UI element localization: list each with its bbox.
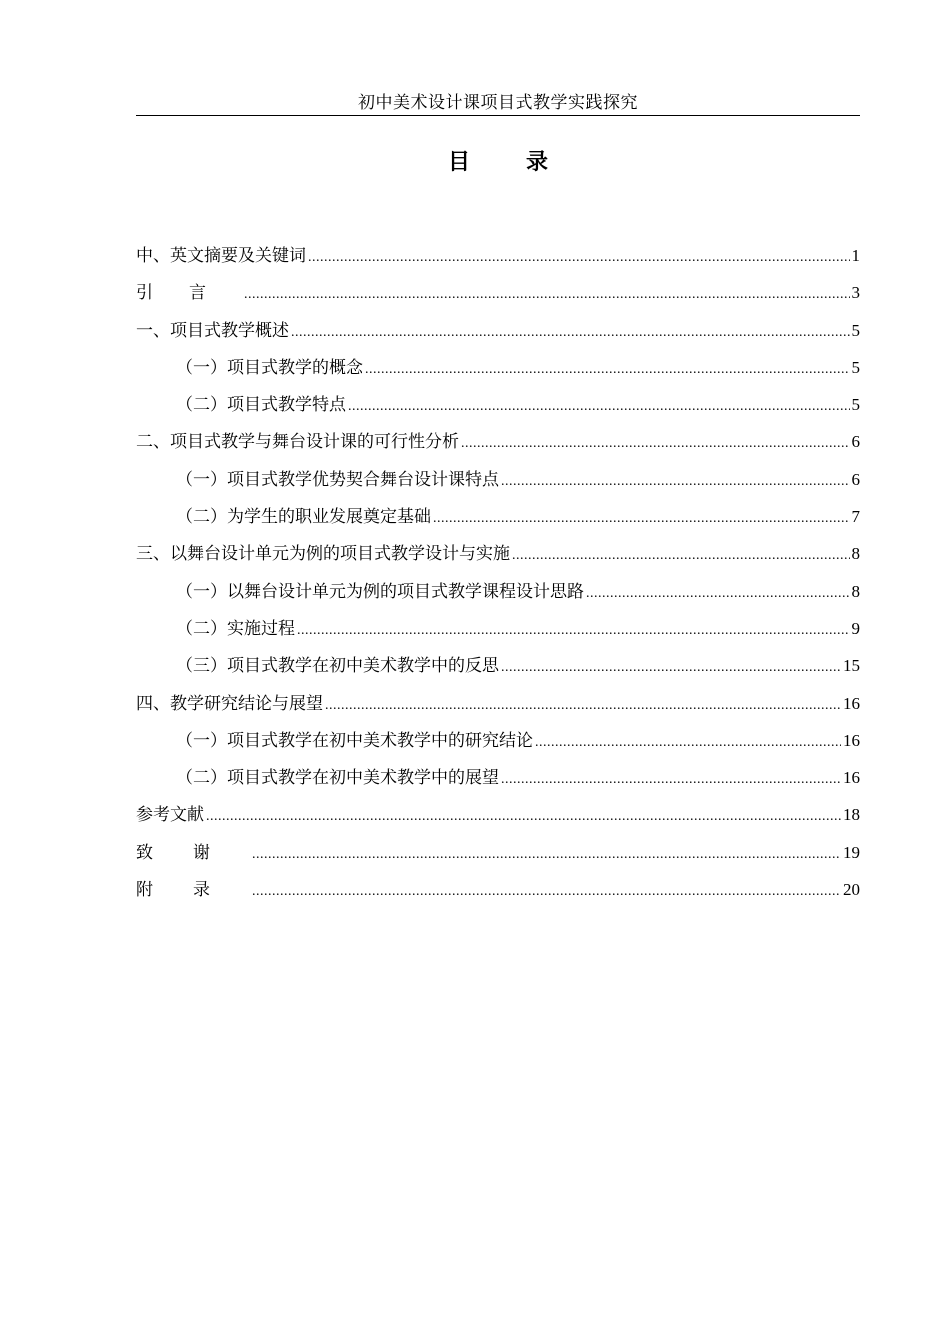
toc-dot-leader [252, 879, 841, 905]
toc-entry-label: （二）项目式教学特点 [176, 395, 346, 416]
toc-page-number: 3 [851, 283, 860, 303]
toc-entry[interactable] [136, 691, 860, 728]
toc-entry[interactable] [136, 355, 860, 392]
toc-dot-leader [297, 618, 850, 644]
toc-page-number: 18 [843, 805, 860, 825]
toc-entry[interactable] [136, 616, 860, 653]
toc-entry-label: （二）项目式教学在初中美术教学中的展望 [176, 768, 499, 789]
toc-entry[interactable] [136, 579, 860, 616]
toc-entry-label: （二）实施过程 [176, 618, 295, 639]
toc-dot-leader [365, 357, 850, 383]
toc-dot-leader [291, 320, 850, 346]
toc-entry[interactable] [136, 243, 860, 280]
toc-entry[interactable] [136, 467, 860, 504]
toc-title-char-2: 录 [526, 150, 549, 175]
toc-entry-label: 中、英文摘要及关键词 [136, 246, 306, 266]
toc-entry-label: 致谢 [136, 842, 250, 863]
toc-entry-label: （一）以舞台设计单元为例的项目式教学课程设计思路 [176, 581, 584, 602]
toc-dot-leader [308, 245, 850, 271]
toc-page-number: 8 [851, 544, 860, 564]
toc-page-number: 19 [843, 842, 860, 862]
toc-entry-label: 参考文献 [136, 805, 204, 826]
toc-entry[interactable] [136, 765, 860, 802]
toc-dot-leader [433, 506, 850, 532]
toc-dot-leader [501, 767, 841, 793]
toc-entry[interactable] [136, 728, 860, 765]
toc-entry-label: 四、教学研究结论与展望 [136, 693, 323, 714]
toc-dot-leader [461, 431, 850, 457]
toc-entry-label: 一、项目式教学概述 [136, 320, 289, 341]
toc-entry[interactable] [136, 840, 860, 877]
toc-dot-leader [206, 804, 841, 830]
toc-entry[interactable] [136, 392, 860, 429]
toc-page-number: 6 [851, 432, 860, 452]
toc-dot-leader [586, 581, 850, 607]
toc-entry[interactable] [136, 318, 860, 355]
toc-page-number: 16 [843, 730, 860, 750]
toc-page-number: 5 [851, 395, 860, 415]
toc-entry-label: 引言 [136, 283, 242, 304]
header-rule [136, 115, 860, 116]
toc-title [136, 148, 860, 178]
toc-page-number: 9 [851, 618, 860, 638]
toc-dot-leader [348, 394, 850, 420]
toc-entry[interactable] [136, 429, 860, 466]
toc-entry[interactable] [136, 541, 860, 578]
table-of-contents [136, 243, 860, 914]
toc-entry-label: （一）项目式教学在初中美术教学中的研究结论 [176, 730, 533, 751]
toc-entry-label: （一）项目式教学优势契合舞台设计课特点 [176, 469, 499, 490]
toc-page-number: 7 [851, 507, 860, 527]
toc-page-number: 16 [843, 768, 860, 788]
toc-page-number: 5 [851, 357, 860, 377]
toc-entry[interactable] [136, 280, 860, 317]
toc-dot-leader [501, 655, 841, 681]
toc-entry[interactable] [136, 802, 860, 839]
toc-page-number: 20 [843, 880, 860, 900]
toc-dot-leader [535, 730, 841, 756]
toc-dot-leader [244, 282, 850, 308]
toc-title-char-1: 目 [447, 150, 470, 175]
toc-entry-label: 二、项目式教学与舞台设计课的可行性分析 [136, 432, 459, 453]
toc-entry[interactable] [136, 504, 860, 541]
toc-dot-leader [252, 842, 841, 868]
toc-page-number: 16 [843, 693, 860, 713]
toc-entry-label: 附录 [136, 880, 250, 901]
toc-page-number: 5 [851, 320, 860, 340]
toc-entry[interactable] [136, 877, 860, 914]
toc-dot-leader [512, 543, 850, 569]
toc-entry-label: （一）项目式教学的概念 [176, 357, 363, 378]
toc-page-number: 6 [851, 469, 860, 489]
toc-entry-label: 三、以舞台设计单元为例的项目式教学设计与实施 [136, 544, 510, 565]
toc-entry[interactable] [136, 653, 860, 690]
toc-dot-leader [325, 693, 841, 719]
toc-entry-label: （二）为学生的职业发展奠定基础 [176, 507, 431, 528]
toc-page-number: 8 [851, 581, 860, 601]
toc-page-number: 15 [843, 656, 860, 676]
running-header: 初中美术设计课项目式教学实践探究 [358, 93, 638, 113]
toc-page-number: 1 [851, 246, 860, 265]
toc-entry-label: （三）项目式教学在初中美术教学中的反思 [176, 656, 499, 677]
toc-dot-leader [501, 469, 850, 495]
